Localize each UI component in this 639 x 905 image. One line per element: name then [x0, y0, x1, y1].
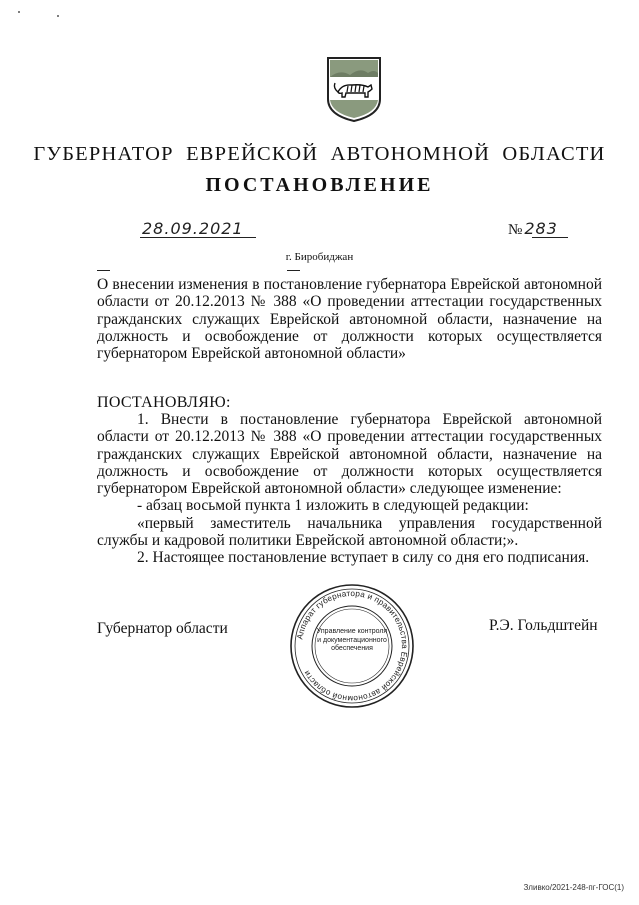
issuing-authority-heading: ГУБЕРНАТОР ЕВРЕЙСКОЙ АВТОНОМНОЙ ОБЛАСТИ	[33, 143, 606, 165]
subject-corner-right	[287, 270, 300, 271]
footer-document-code: Зливко/2021-248-пг-ГОС(1)	[523, 883, 624, 892]
body-paragraph: - абзац восьмой пункта 1 изложить в следующей редакции:	[137, 497, 529, 515]
signer-title: Губернатор области	[97, 620, 228, 637]
document-number: 283	[524, 219, 558, 238]
scan-speck	[57, 15, 59, 17]
body-paragraph: 1. Внести в постановление губернатора Еврейской автономной области от 20.12.2013 № 388 «О проведении аттестации государственных гражданских служащих Еврейской автономной области, назначение на должность и освобождение от должности которых осуществляется губернатором Еврейской автономной области» следующее изменение:	[97, 411, 602, 498]
seal-center-text: Управление контроля и документационного обеспечения	[316, 628, 388, 652]
seal-ring-text: Аппарат губернатора и правительства Еврейской автономной области	[295, 588, 410, 704]
document-number-field	[508, 219, 558, 239]
document-date: 28.09.2021	[142, 219, 244, 238]
date-underline	[140, 237, 256, 238]
body-paragraph: «первый заместитель начальника управления государственной службы и кадровой политики Еврейской автономной области;».	[97, 514, 602, 550]
document-subject: О внесении изменения в постановление губернатора Еврейской автономной области от 20.12.2013 № 388 «О проведении аттестации государственных гражданских служащих Еврейской автономной области, назначение на должность и освобождение от должности которых осуществляется губернатором Еврейской автономной области»	[97, 276, 602, 363]
signer-name: Р.Э. Гольдштейн	[489, 617, 598, 634]
coat-of-arms-emblem	[324, 55, 384, 123]
subject-corner-left	[97, 270, 110, 271]
document-body	[97, 411, 602, 567]
number-underline	[532, 237, 568, 238]
scan-speck	[18, 11, 20, 13]
official-seal	[288, 582, 416, 710]
city-label: г. Биробиджан	[285, 251, 354, 263]
body-paragraph: 2. Настоящее постановление вступает в силу со дня его подписания.	[137, 549, 590, 567]
number-prefix: №	[508, 222, 523, 238]
tiger-shield-icon	[324, 55, 384, 123]
decree-word: ПОСТАНОВЛЯЮ:	[97, 394, 231, 411]
document-type-title: ПОСТАНОВЛЕНИЕ	[205, 174, 434, 196]
seal-icon	[288, 582, 416, 710]
